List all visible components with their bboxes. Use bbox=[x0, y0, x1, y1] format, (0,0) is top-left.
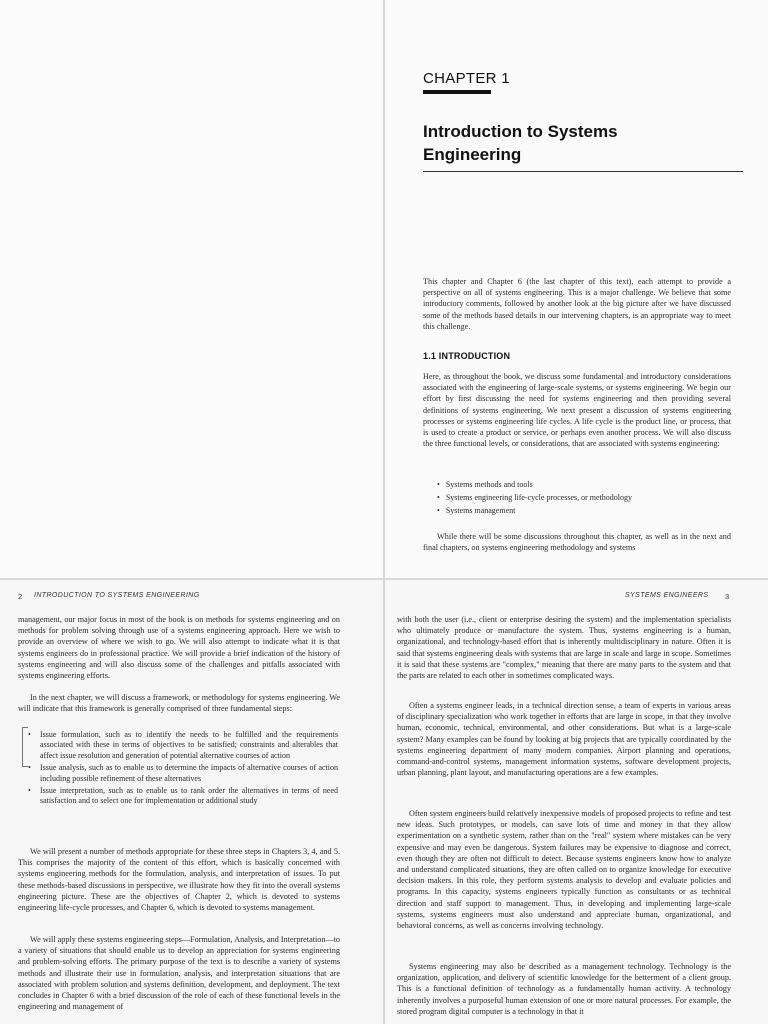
section-heading: 1.1 INTRODUCTION bbox=[423, 351, 511, 361]
blank-page bbox=[0, 0, 383, 578]
page-number: 2 bbox=[18, 592, 23, 601]
page-number: 3 bbox=[725, 592, 730, 601]
functional-levels-list bbox=[437, 478, 727, 517]
chapter-label: CHAPTER 1 bbox=[423, 70, 510, 87]
paragraph: We will apply these systems engineering steps—Formulation, Analysis, and Interpretation—to a variety of situations that should enable us to develop an appreciation for systems engineering and problem-solving efforts. The primary purpose of the text is to describe a variety of systems methods and illustrate their use in formulation, analysis, and interpretation situations that are associated with problem solution and systems definition, development, and deployment. The text concludes in Chapter 6 with a brief discussion of the role of each of these functional levels in the engineering and management of bbox=[18, 935, 340, 1012]
running-head: SYSTEMS ENGINEERS bbox=[625, 592, 709, 599]
list-item: • Systems methods and tools bbox=[437, 478, 727, 491]
paragraph: management, our major focus in most of the book is on methods for systems engineering and on methods for problem solving through use of a systems engineering approach. Here we wish to provide an overview of where we wish to go. We will also attempt to indicate what it is that systems engineers do in professional practice. We will provide a brief indication of the history of systems engineering and will also discuss some of the challenges and pitfalls associated with systems engineering efforts. bbox=[18, 615, 340, 681]
paragraph: In the next chapter, we will discuss a framework, or methodology for systems engineering. We will indicate that this framework is generally comprised of three fundamental steps: bbox=[18, 693, 340, 714]
chapter-title-rule bbox=[423, 171, 743, 172]
chapter-label-rule bbox=[423, 90, 491, 94]
methodology-steps-list bbox=[28, 730, 338, 809]
paragraph: Often a systems engineer leads, in a technical direction sense, a team of experts in various areas of disciplinary specialization who work together in efforts that are large in scope, in that they involve human, economic, technical, environmental, and other considerations. But what is a large-scale system? Many examples can be found by looking at big projects that are typically coordinated by the systems engineering department of many modern companies. Airport planning and operations, command-and-control systems, management information systems, software development projects, urban planning, plant layout, and manufacturing operations are a few examples. bbox=[397, 701, 731, 778]
running-head: INTRODUCTION TO SYSTEMS ENGINEERING bbox=[34, 592, 200, 599]
paragraph: with both the user (i.e., client or enterprise desiring the system) and the implementation specialists who ultimately produce or manufacture the system. Thus, systems engineering is a human, organizational, and technology-based effort that is inherently multidisciplinary in nature. Often it is said that systems engineering deals with systems that are large in scale and large in scope. Sometimes it is said that these systems are "complex," meaning that there are many parts to the system and that the parts are related to each other in sometimes complicated ways. bbox=[397, 615, 731, 681]
list-item: • Systems management bbox=[437, 504, 727, 517]
page-3 bbox=[385, 580, 768, 1024]
chapter-title-line-2: Engineering bbox=[423, 145, 522, 164]
list-item: • Systems engineering life-cycle processes, or methodology bbox=[437, 491, 727, 504]
closing-paragraph: While there will be some discussions throughout this chapter, as well as in the next and final chapters, on systems engineering methodology and systems bbox=[423, 532, 731, 553]
page-2 bbox=[0, 580, 383, 1024]
list-item: • Issue analysis, such as to enable us to determine the impacts of alternative courses of action including possible refinement of these alternatives bbox=[28, 763, 338, 784]
list-item: • Issue interpretation, such as to enable us to rank order the alternatives in terms of need satisfaction and to select one for implementation or additional study bbox=[28, 786, 338, 807]
paragraph: Systems engineering may also be described as a management technology. Technology is the organization, application, and delivery of scientific knowledge for the betterment of a client group. This is a functional definition of technology as a fundamentally human activity. A technology inherently involves a purposeful human extension of one or more natural processes. For example, the stored program digital computer is a technology in that it bbox=[397, 962, 731, 1016]
paragraph: Often system engineers build relatively inexpensive models of proposed projects to refine and test new ideas. Such prototypes, or models, can save lots of time and money in that they allow experimentation on a synthetic system, rather than on the "real" system where mistakes can be very expensive and may even be dangerous. System failures may be expensive to diagnose and correct, even though they are often not difficult to detect. Because systems engineers know how to analyze and understand complicated situations, they are often called on to organize knowledge for executive decision makers. In this role, they perform systems analysis to develop and evaluate policies and programs. In this capacity, systems engineers typically function as consultants or as technical direction and staff support to management. Thus, in developing and implementing large-scale systems, systems engineers must also understand and appreciate human, organizational, and behavioral concerns, as well as concerns involving technology. bbox=[397, 809, 731, 931]
paragraph: We will present a number of methods appropriate for these three steps in Chapters 3, 4, and 5. This comprises the majority of the content of this effort, which is basically concerned with systems engineering methods for the formulation, analysis, and interpretation of issues. To put these methods-based discussions in perspective, we illustrate how they fit into the overall systems engineering picture. These are the objectives of Chapter 2, which is devoted to systems engineering life-cycle processes, and Chapter 6, which is devoted to systems management. bbox=[18, 847, 340, 913]
chapter-title-line-1: Introduction to Systems bbox=[423, 122, 618, 141]
chapter-opening-page bbox=[385, 0, 768, 578]
list-item: • Issue formulation, such as to identify the needs to be fulfilled and the requirements associated with these in terms of objectives to be satisfied; constraints and alterables that affect issue resolution and generation of potential alternative courses of action bbox=[28, 730, 338, 761]
chapter-title bbox=[423, 120, 753, 166]
chapter-intro-paragraph: This chapter and Chapter 6 (the last chapter of this text), each attempt to provide a perspective on all of systems engineering. This is a major challenge. We believe that some introductory comments, followed by another look at the big picture after we have discussed some of the methods based details in our intervening chapters, is an appropriate way to meet this challenge. bbox=[423, 277, 731, 331]
section-paragraph: Here, as throughout the book, we discuss some fundamental and introductory considerations associated with the engineering of large-scale systems, or systems engineering. We begin our effort by first discussing the need for systems engineering and then providing several definitions of systems engineering. We next present a discussion of systems engineering processes or systems engineering life cycles. A life cycle is the product line, or process, that is used to create a product or service, or perhaps even another process. We will also discuss the three functional levels, or considerations, that are associated with systems engineering: bbox=[423, 372, 731, 449]
